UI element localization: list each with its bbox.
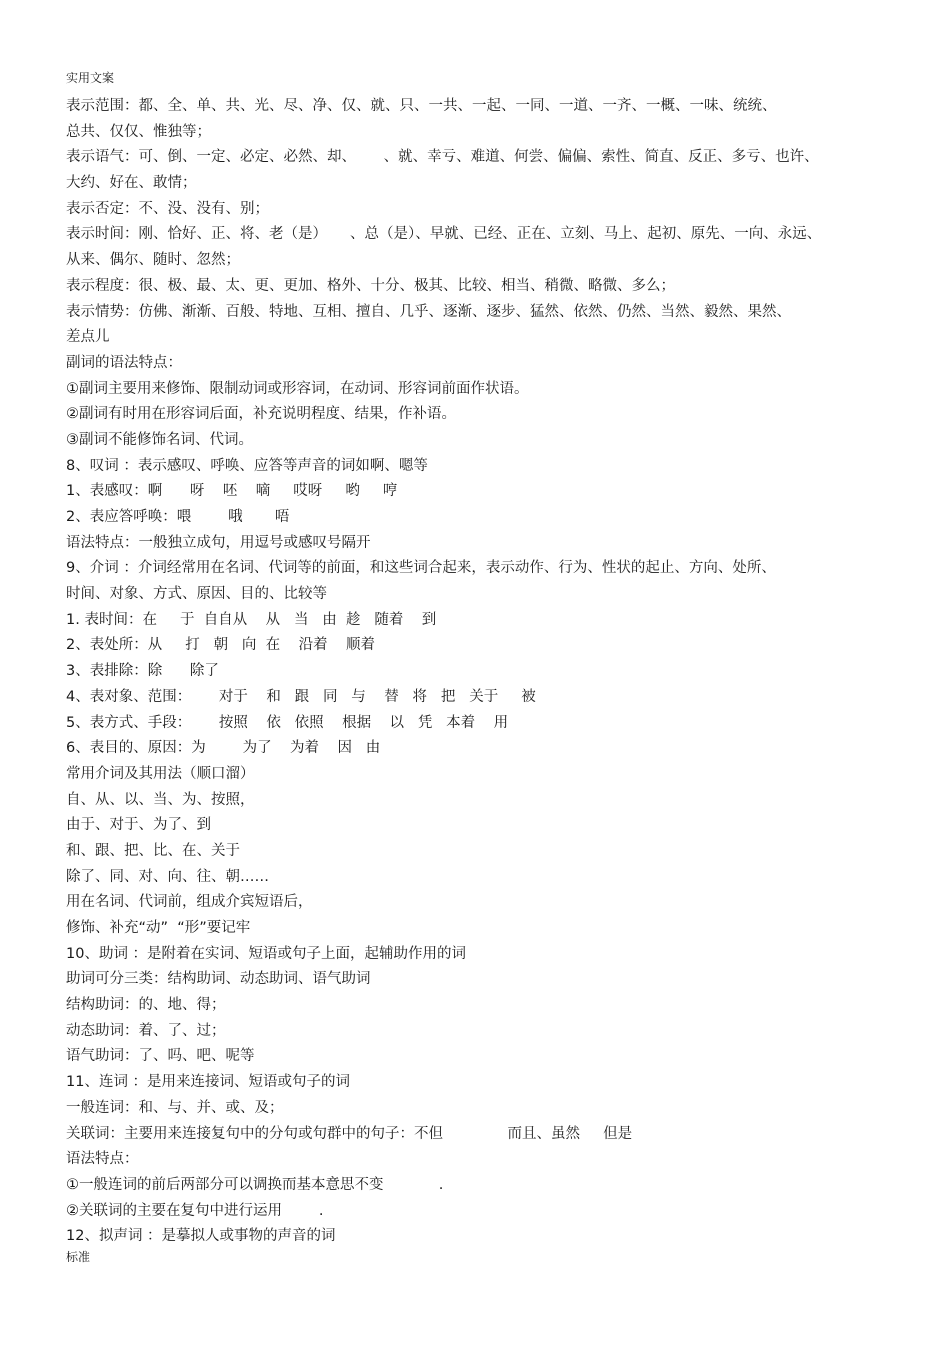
text-line: 表示情势：仿佛、渐渐、百般、特地、互相、擅自、几乎、逐渐、逐步、猛然、依然、仍然、当然、毅然、果然、 <box>66 303 791 320</box>
text-line: 语法特点：一般独立成句，用逗号或感叹号隔开 <box>66 534 371 551</box>
text-line: 副词的语法特点： <box>66 354 182 371</box>
text-line: 6、表目的、原因：为 为了 为着 因 由 <box>66 740 381 757</box>
page-footer: 标准 <box>66 1250 91 1264</box>
text-line: ②副词有时用在形容词后面，补充说明程度、结果，作补语。 <box>66 406 456 423</box>
page-header: 实用文案 <box>66 71 115 85</box>
text-line: 9、介词 ：介词经常用在名词、代词等的前面，和这些词合起来，表示动作、行为、性状的起止、方向、处所、 <box>66 560 776 577</box>
text-line: 用在名词、代词前，组成介宾短语后， <box>66 894 313 911</box>
text-line: 一般连词：和、与、并、或、及； <box>66 1099 284 1116</box>
document-body <box>66 94 926 1250</box>
text-line: 从来、偶尔、随时、忽然； <box>66 252 240 269</box>
text-line: 语气助词：了、吗、吧、呢等 <box>66 1048 255 1065</box>
text-line: 修饰、补充“动” “形”要记牢 <box>66 920 251 936</box>
text-line: 差点儿 <box>66 329 110 346</box>
text-line: ①副词主要用来修饰、限制动词或形容词，在动词、形容词前面作状语。 <box>66 380 529 397</box>
text-line: 时间、对象、方式、原因、目的、比较等 <box>66 586 327 603</box>
text-line: 2、表处所：从 打 朝 向 在 沿着 顺着 <box>66 637 376 654</box>
text-line: 关联词：主要用来连接复句中的分句或句群中的句子：不但 而且、虽然 但是 <box>66 1125 633 1142</box>
text-line: 表示程度：很、极、最、太、更、更加、格外、十分、极其、比较、相当、稍微、略微、多么； <box>66 277 675 294</box>
text-line: 11、连词 ：是用来连接词、短语或句子的词 <box>66 1074 351 1091</box>
text-line: ②关联词的主要在复句中进行运用 . <box>66 1202 324 1219</box>
text-line: 4、表对象、范围： 对于 和 跟 同 与 替 将 把 关于 被 <box>66 688 536 705</box>
text-line: 5、表方式、手段： 按照 依 依照 根据 以 凭 本着 用 <box>66 714 509 731</box>
text-line: 表示时间：刚、恰好、正、将、老（是） 、总（是）、早就、已经、正在、立刻、马上、起初、原先、一向、永远、 <box>66 226 822 243</box>
text-line: 表示否定：不、没、没有、别； <box>66 200 269 217</box>
text-line: 2、表应答呼唤：喂 哦 唔 <box>66 509 290 525</box>
text-line: 和、跟、把、比、在、关于 <box>66 842 240 859</box>
text-line: 表示范围：都、全、单、共、光、尽、净、仅、就、只、一共、一起、一同、一道、一齐、一概、一味、统统、 <box>66 98 777 114</box>
text-line: 表示语气：可、倒、一定、必定、必然、却、 、就、幸亏、难道、何尝、偏偏、索性、简直、反正、多亏、也许、 <box>66 149 819 166</box>
text-line: 结构助词：的、地、得； <box>66 997 226 1014</box>
text-line: 大约、好在、敢情； <box>66 175 197 192</box>
text-line: 12、拟声词 ：是摹拟人或事物的声音的词 <box>66 1228 336 1245</box>
text-line: 1. 表时间：在 于 自自从 从 当 由 趁 随着 到 <box>66 611 437 628</box>
text-line: 常用介词及其用法（顺口溜） <box>66 765 255 782</box>
text-line: ③副词不能修饰名词、代词。 <box>66 431 253 448</box>
text-line: 助词可分三类：结构助词、动态助词、语气助词 <box>66 971 371 988</box>
text-line: 除了、同、对、向、往、朝…… <box>66 868 269 885</box>
text-line: 动态助词：着、了、过； <box>66 1022 226 1039</box>
text-line: ①一般连词的前后两部分可以调换而基本意思不变 . <box>66 1176 444 1193</box>
text-line: 1、表感叹：啊 呀 呸 嘀 哎呀 哟 哼 <box>66 483 398 500</box>
text-line: 总共、仅仅、惟独等； <box>66 123 211 140</box>
text-line: 语法特点： <box>66 1151 139 1168</box>
text-line: 8、叹词 ：表示感叹、呼唤、应答等声音的词如啊、嗯等 <box>66 457 428 474</box>
text-line: 3、表排除：除 除了 <box>66 663 219 680</box>
text-line: 由于、对于、为了、到 <box>66 817 211 834</box>
text-line: 10、助词 ：是附着在实词、短语或句子上面，起辅助作用的词 <box>66 945 467 962</box>
text-line: 自、从、以、当、为、按照， <box>66 791 255 808</box>
